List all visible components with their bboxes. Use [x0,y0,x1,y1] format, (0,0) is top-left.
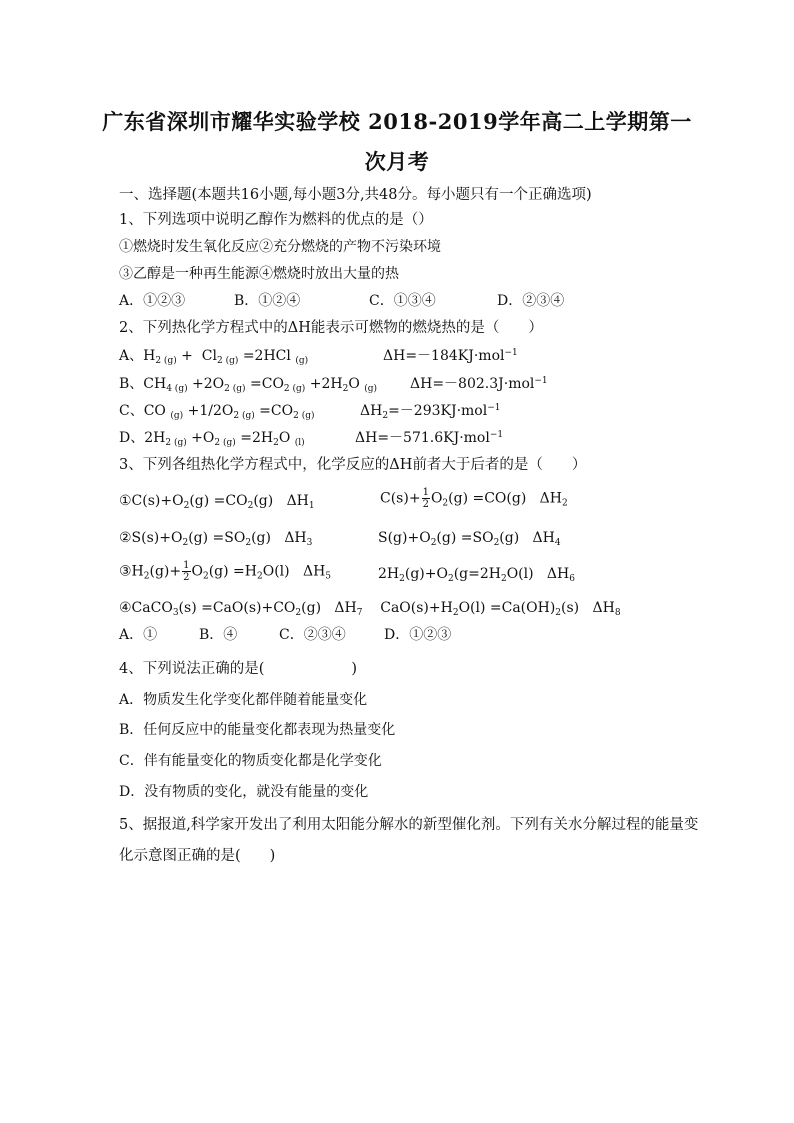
q5-stem-line1: 5、据报道,科学家开发出了利用太阳能分解水的新型催化剂。下列有关水分解过程的能量变 [119,817,699,833]
q4-option-b: B．任何反应中的能量变化都表现为热量变化 [119,722,396,738]
q1-option-a: A．①②③ [119,293,186,309]
q2-option-c: C、CO $_{(g)} +1/2O_{2 (g)} =CO_{2 (g)}$ [119,403,315,421]
q1-statements-2: ③乙醇是一种再生能源④燃烧时放出大量的热 [119,266,399,282]
q1-option-b: B．①②④ [234,293,301,309]
q2-stem: 2、下列热化学方程式中的ΔH能表示可燃物的燃烧热的是（ ） [119,320,543,336]
exam-title-line2: 次月考 [364,149,430,174]
q1-option-c: C．①③④ [369,293,436,309]
q3-eq1-right: C(s)+ $\frac{1}{2}$ $O_2(g) =CO(g)$ $\Delta H_2$ [380,487,568,510]
q1-statements-1: ①燃烧时发生氧化反应②充分燃烧的产物不污染环境 [119,239,441,255]
q2-option-a: A、$H_{2 (g)} + Cl_{2 (g)} =2HCl$ $_{(g)}$ [119,348,309,366]
q1-stem: 1、下列选项中说明乙醇作为燃料的优点的是（） [119,212,433,228]
q3-option-c: C．②③④ [279,627,346,643]
q4-option-c: C．伴有能量变化的物质变化都是化学变化 [119,753,382,769]
q3-eq3-left: $③H_2(g)+$ $\frac{1}{2}$ $O_2(g) =H_2O(l)$ $\Delta H_5$ [119,560,332,583]
q2-option-a-enthalpy: ΔH=－184KJ·mol$^{-1}$ [383,348,518,364]
q3-option-b: B．④ [199,627,238,643]
q5-stem-line2: 化示意图正确的是( ) [119,848,276,864]
q4-option-d: D．没有物质的变化，就没有能量的变化 [119,784,369,800]
q2-option-c-enthalpy: $\Delta H_2=-293KJ\cdot mol^{-1}$ [360,403,501,421]
q4-option-a: A．物质发生化学变化都伴随着能量变化 [119,692,368,708]
q3-eq2-right: $S(g)+O_2(g) =SO_2(g)$ $\Delta H_4$ [378,530,561,548]
q2-option-b-enthalpy: ΔH=－802.3J·mol$^{-1}$ [410,376,548,392]
q4-stem: 4、下列说法正确的是( ) [119,661,358,677]
q1-option-d: D．②③④ [497,293,565,309]
q3-eq2-left: $②S(s)+O_2(g) =SO_2(g)$ $\Delta H_3$ [119,530,313,548]
q2-option-d: D、$2H_{2 (g)} +O_{2 (g)} =2H_2O$ $_{(l)}$ [119,430,305,448]
q3-option-d: D．①②③ [384,627,452,643]
section-heading: 一、选择题(本题共16小题,每小题3分,共48分。每小题只有一个正确选项) [119,187,592,203]
q2-option-d-enthalpy: ΔH=－571.6KJ·mol$^{-1}$ [355,430,504,446]
q3-eq3-right: $2H_2(g)+O_2(g=2H_2O(l)$ $\Delta H_6$ [378,566,575,584]
q3-eq4: ④CaCO$_3$(s) $=CaO(s)+CO_2(g)$ $\Delta H_7$ $CaO(s)+H_2O(l) =Ca(OH)_2(s)$ $\Delta H_8$ [119,600,621,618]
q3-eq1-left: $①C(s)+O_2(g) =CO_2(g)$ $\Delta H_1$ [119,493,315,511]
q3-stem: 3、下列各组热化学方程式中，化学反应的ΔH前者大于后者的是（ ） [119,457,587,473]
q2-option-b: B、$CH_{4 (g)} +2O_{2 (g)} =CO_{2 (g)} +2H_2O$ $_{(g)}$ [119,376,378,394]
exam-title-line1: 广东省深圳市耀华实验学校 2018-2019学年高二上学期第一 [102,109,692,134]
q3-option-a: A．① [119,627,158,643]
